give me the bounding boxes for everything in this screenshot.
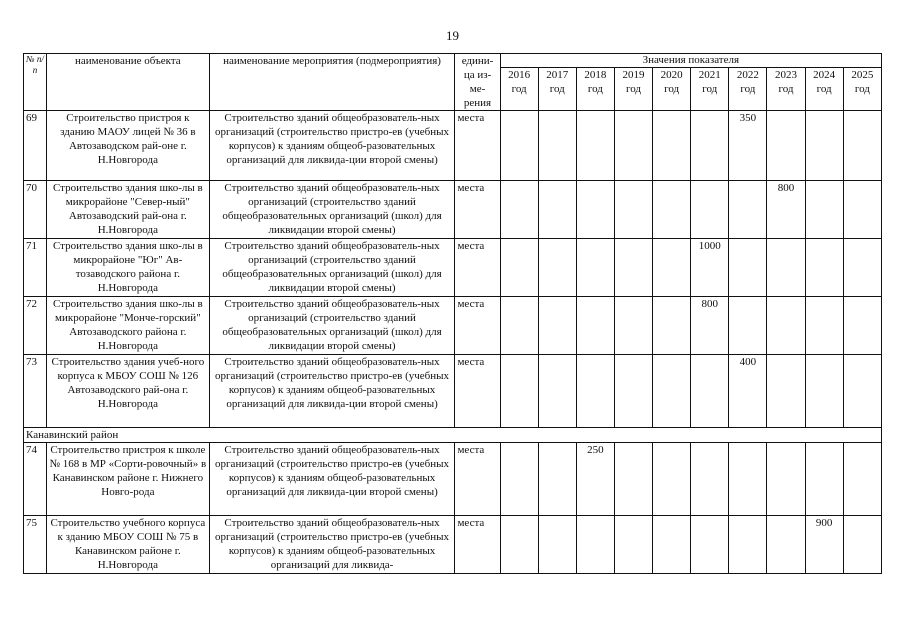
value-cell: 800	[767, 181, 805, 239]
value-cell	[614, 181, 652, 239]
col-header-year: 2020 год	[653, 68, 691, 111]
value-cell	[538, 181, 576, 239]
value-cell	[729, 516, 767, 574]
value-cell	[614, 239, 652, 297]
value-cell	[576, 516, 614, 574]
value-cell	[767, 297, 805, 355]
col-header-year: 2017 год	[538, 68, 576, 111]
measure-name: Строительство зданий общеобразователь-ных организаций (строительство зданий общеобразовательных организаций (школ) для ликвидации второй смены)	[209, 181, 455, 239]
table-row	[24, 297, 882, 355]
row-number: 69	[24, 111, 47, 181]
unit-cell: места	[455, 443, 500, 516]
value-cell	[653, 181, 691, 239]
value-cell	[767, 443, 805, 516]
measure-name: Строительство зданий общеобразователь-ных организаций (строительство пристро-ев (учебных корпусов) к зданиям общеоб-разовательных организаций для ликвида-ции второй смены)	[209, 355, 455, 428]
value-cell	[614, 111, 652, 181]
value-cell	[729, 239, 767, 297]
header-row	[24, 54, 882, 68]
col-header-year: 2018 год	[576, 68, 614, 111]
measure-name: Строительство зданий общеобразователь-ных организаций (строительство зданий общеобразовательных организаций (школ) для ликвидации второй смены)	[209, 239, 455, 297]
value-cell	[500, 516, 538, 574]
value-cell	[614, 355, 652, 428]
value-cell	[805, 239, 843, 297]
value-cell	[843, 239, 881, 297]
object-name: Строительство пристроя к зданию МАОУ лицей № 36 в Автозаводском рай-оне г. Н.Новгорода	[47, 111, 210, 181]
value-cell	[653, 443, 691, 516]
value-cell: 1000	[691, 239, 729, 297]
value-cell	[767, 239, 805, 297]
value-cell	[843, 355, 881, 428]
value-cell	[729, 297, 767, 355]
value-cell	[576, 297, 614, 355]
table-row	[24, 355, 882, 428]
value-cell	[691, 355, 729, 428]
unit-cell: места	[455, 181, 500, 239]
row-number: 71	[24, 239, 47, 297]
value-cell	[729, 443, 767, 516]
col-header-values: Значения показателя	[500, 54, 881, 68]
value-cell	[614, 443, 652, 516]
value-cell	[691, 181, 729, 239]
value-cell	[576, 181, 614, 239]
object-name: Строительство учебного корпуса к зданию МБОУ СОШ № 75 в Канавинском районе г. Н.Новгорода	[47, 516, 210, 574]
value-cell	[843, 111, 881, 181]
value-cell	[538, 443, 576, 516]
value-cell: 400	[729, 355, 767, 428]
value-cell	[653, 355, 691, 428]
col-header-year: 2025 год	[843, 68, 881, 111]
col-header-measure-name: наименование мероприятия (подмероприятия)	[209, 54, 455, 111]
measure-name: Строительство зданий общеобразователь-ных организаций (строительство пристро-ев (учебных корпусов) к зданиям общеоб-разовательных организаций для ликвида-	[209, 516, 455, 574]
row-number: 73	[24, 355, 47, 428]
table-row	[24, 181, 882, 239]
page-number: 19	[446, 28, 459, 43]
unit-cell: места	[455, 297, 500, 355]
value-cell	[538, 297, 576, 355]
value-cell	[843, 443, 881, 516]
value-cell	[538, 355, 576, 428]
value-cell	[538, 111, 576, 181]
value-cell	[538, 239, 576, 297]
value-cell	[576, 239, 614, 297]
value-cell: 800	[691, 297, 729, 355]
value-cell	[691, 516, 729, 574]
value-cell	[691, 111, 729, 181]
object-name: Строительство здания шко-лы в микрорайоне "Север-ный" Автозаводский рай-она г. Н.Новгорода	[47, 181, 210, 239]
col-header-year: 2016 год	[500, 68, 538, 111]
district-title: Канавинский район	[24, 428, 882, 443]
unit-cell: места	[455, 355, 500, 428]
value-cell	[805, 181, 843, 239]
value-cell	[653, 239, 691, 297]
value-cell	[576, 111, 614, 181]
measure-name: Строительство зданий общеобразователь-ных организаций (строительство зданий общеобразовательных организаций (школ) для ликвидации второй смены)	[209, 297, 455, 355]
table-row	[24, 239, 882, 297]
value-cell	[805, 355, 843, 428]
row-number: 74	[24, 443, 47, 516]
col-header-unit: едини-ца из-ме-рения	[455, 54, 500, 111]
value-cell	[614, 297, 652, 355]
object-name: Строительство здания учеб-ного корпуса к МБОУ СОШ № 126 Автозаводского рай-она г. Н.Новгорода	[47, 355, 210, 428]
district-row	[24, 428, 882, 443]
object-name: Строительство здания шко-лы в микрорайоне "Юг" Ав-тозаводского района г. Н.Новгорода	[47, 239, 210, 297]
value-cell	[576, 355, 614, 428]
value-cell	[805, 443, 843, 516]
value-cell	[653, 297, 691, 355]
value-cell	[500, 355, 538, 428]
col-header-year: 2019 год	[614, 68, 652, 111]
indicator-table	[23, 53, 882, 574]
table-row	[24, 516, 882, 574]
value-cell: 900	[805, 516, 843, 574]
row-number: 75	[24, 516, 47, 574]
unit-cell: места	[455, 111, 500, 181]
value-cell	[653, 516, 691, 574]
table-row	[24, 443, 882, 516]
value-cell	[843, 181, 881, 239]
value-cell	[653, 111, 691, 181]
col-header-object-name: наименование объекта	[47, 54, 210, 111]
unit-cell: места	[455, 516, 500, 574]
row-number: 70	[24, 181, 47, 239]
object-name: Строительство пристроя к школе № 168 в МР «Сорти-ровочный» в Канавинском районе г. Нижнего Новго-рода	[47, 443, 210, 516]
table-row	[24, 111, 882, 181]
value-cell	[538, 516, 576, 574]
col-header-year: 2023 год	[767, 68, 805, 111]
value-cell: 250	[576, 443, 614, 516]
measure-name: Строительство зданий общеобразователь-ных организаций (строительство пристро-ев (учебных корпусов) к зданиям общеоб-разовательных организаций для ликвида-ции второй смены)	[209, 111, 455, 181]
measure-name: Строительство зданий общеобразователь-ных организаций (строительство пристро-ев (учебных корпусов) к зданиям общеоб-разовательных организаций для ликвида-ции второй смены)	[209, 443, 455, 516]
value-cell	[691, 443, 729, 516]
value-cell	[500, 297, 538, 355]
value-cell	[500, 239, 538, 297]
value-cell	[805, 111, 843, 181]
col-header-num: № п/п	[24, 54, 47, 111]
value-cell	[767, 355, 805, 428]
value-cell	[767, 516, 805, 574]
value-cell	[729, 181, 767, 239]
value-cell	[500, 111, 538, 181]
col-header-year: 2021 год	[691, 68, 729, 111]
value-cell	[805, 297, 843, 355]
value-cell	[767, 111, 805, 181]
value-cell	[500, 443, 538, 516]
unit-cell: места	[455, 239, 500, 297]
value-cell	[500, 181, 538, 239]
value-cell	[843, 516, 881, 574]
value-cell: 350	[729, 111, 767, 181]
col-header-year: 2022 год	[729, 68, 767, 111]
value-cell	[614, 516, 652, 574]
col-header-year: 2024 год	[805, 68, 843, 111]
object-name: Строительство здания шко-лы в микрорайоне "Монче-горский" Автозаводского района г. Н.Новгорода	[47, 297, 210, 355]
row-number: 72	[24, 297, 47, 355]
value-cell	[843, 297, 881, 355]
